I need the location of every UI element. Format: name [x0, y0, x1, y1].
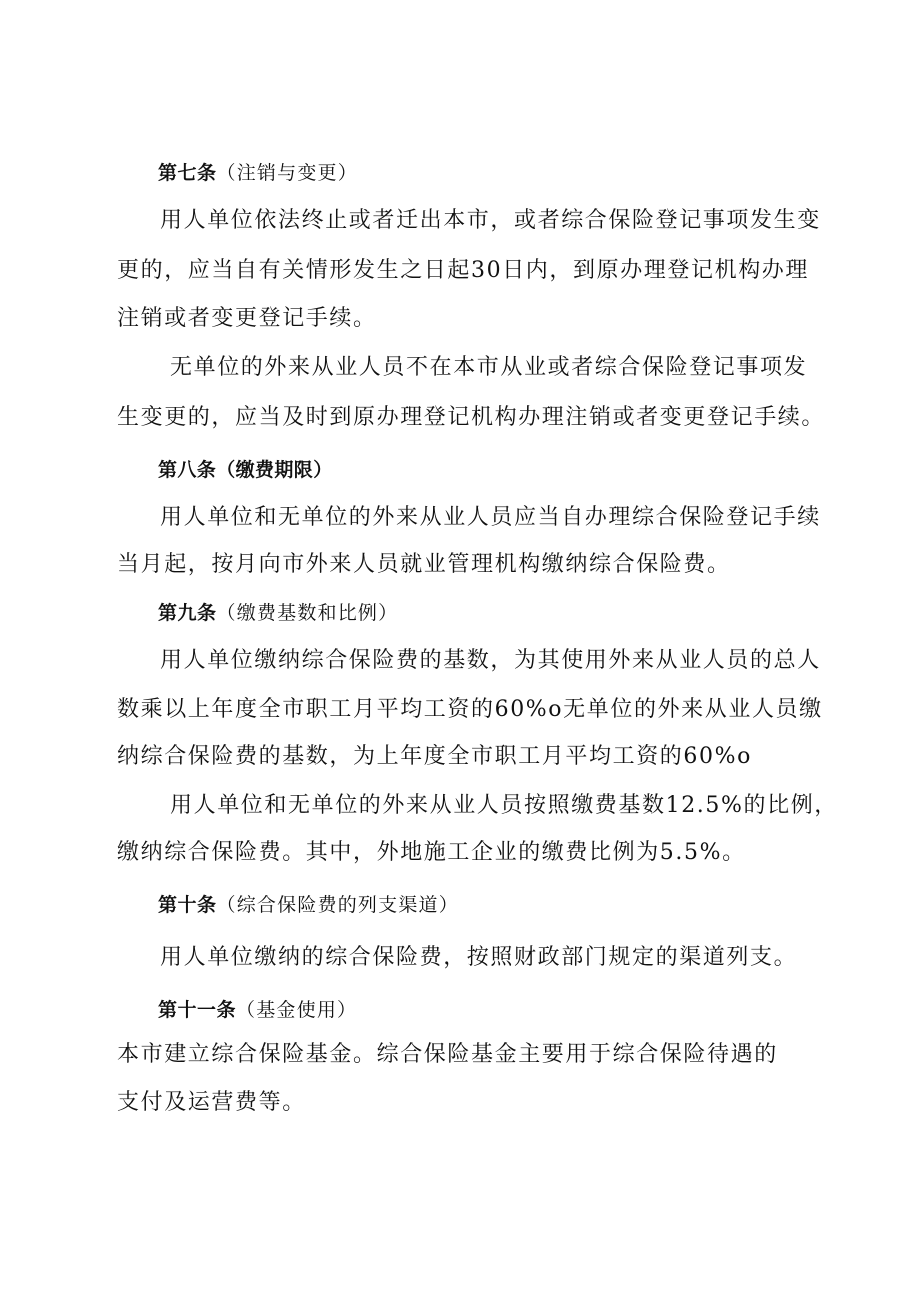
article-8-heading: 第八条（缴费期限） — [158, 459, 333, 481]
article-10-heading — [158, 889, 459, 921]
article-7-line-4: 无单位的外来从业人员不在本市从业或者综合保险登记事项发 — [170, 355, 808, 380]
article-11-title: （基金使用） — [236, 999, 358, 1021]
article-8-line-2: 当月起，按月向市外来人员就业管理机构缴纳综合保险费。 — [117, 552, 731, 577]
article-8-line-1: 用人单位和无单位的外来从业人员应当自办理综合保险登记手续 — [160, 505, 821, 530]
article-9-line-3: 纳综合保险费的基数，为上年度全市职工月平均工资的60%o — [117, 744, 752, 769]
article-9-line-4: 用人单位和无单位的外来从业人员按照缴费基数12.5%的比例， — [170, 793, 838, 818]
article-7-line-1: 用人单位依法终止或者迁出本市，或者综合保险登记事项发生变 — [160, 208, 821, 233]
article-11-line-1: 本市建立综合保险基金。综合保险基金主要用于综合保险待遇的 — [117, 1042, 778, 1067]
article-10-line-1: 用人单位缴纳的综合保险费，按照财政部门规定的渠道列支。 — [160, 945, 798, 970]
article-10-title: （综合保险费的列支渠道） — [216, 894, 459, 916]
article-7-heading — [158, 157, 358, 189]
article-7-line-2: 更的，应当自有关情形发生之日起30日内，到原办理登记机构办理 — [117, 258, 809, 283]
article-9-label: 第九条 — [158, 602, 217, 624]
article-9-heading — [158, 597, 398, 629]
article-7-title: （注销与变更） — [216, 162, 358, 184]
article-11-heading — [158, 994, 357, 1026]
article-9-title: （缴费基数和比例） — [216, 602, 399, 624]
article-10-label: 第十条 — [158, 894, 217, 916]
article-9-line-1: 用人单位缴纳综合保险费的基数，为其使用外来从业人员的总人 — [160, 648, 821, 673]
article-7-line-5: 生变更的，应当及时到原办理登记机构办理注销或者变更登记手续。 — [117, 405, 826, 430]
article-9-line-2: 数乘以上年度全市职工月平均工资的60%o无单位的外来从业人员缴 — [117, 697, 823, 722]
article-9-line-5: 缴纳综合保险费。其中，外地施工企业的缴费比例为5.5%。 — [117, 840, 746, 865]
article-11-label: 第十一条 — [158, 999, 237, 1021]
article-7-line-3: 注销或者变更登记手续。 — [117, 306, 377, 331]
article-7-label: 第七条 — [158, 162, 217, 184]
article-11-line-2: 支付及运营费等。 — [117, 1090, 306, 1115]
